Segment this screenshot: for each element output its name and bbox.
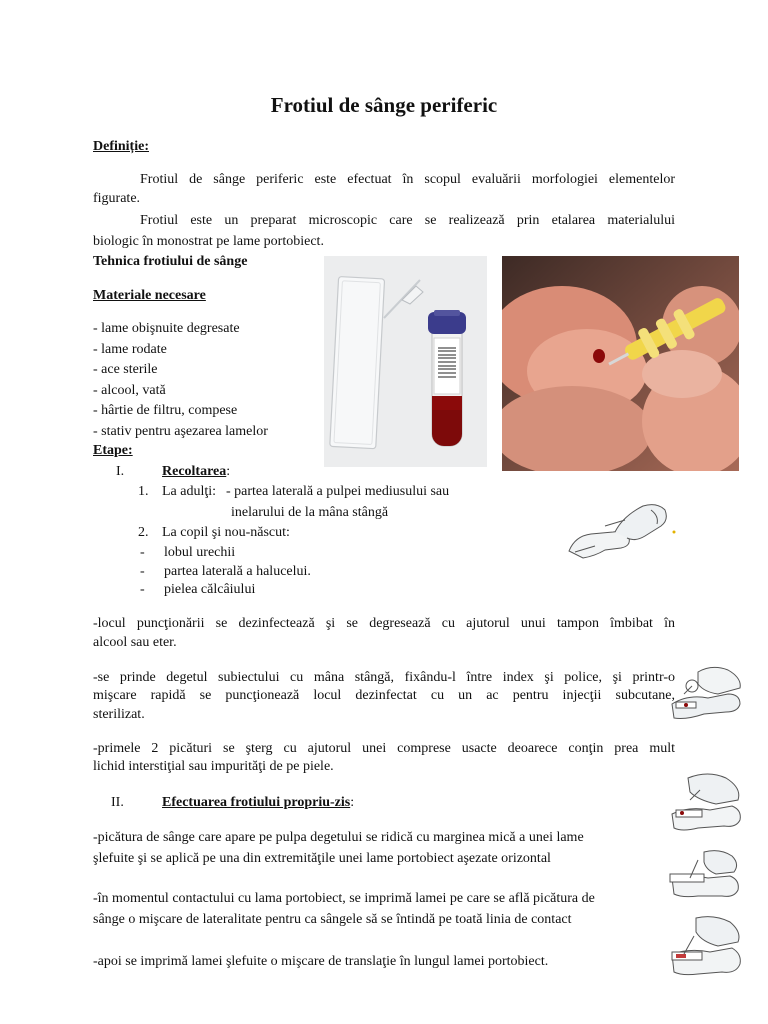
- translation-line: -apoi se imprimă lamei şlefuite o mişcare de translaţie în lungul lamei portobiect.: [93, 954, 549, 969]
- slide-contact-drawing: [668, 848, 746, 900]
- intro-p2-line1: Frotiul este un preparat microscopic care se realizează prin etalarea materialului: [140, 213, 675, 228]
- materials-item: - stativ pentru aşezarea lamelor: [93, 423, 268, 439]
- materials-list: [93, 319, 268, 442]
- child-dash: -: [140, 564, 145, 579]
- contact-line2: sânge o mişcare de lateralitate pentru ca sângele să se întindă pe toată linia de contact: [93, 912, 572, 927]
- disinfection-line2: alcool sau eter.: [93, 635, 177, 650]
- section2-title: [162, 793, 354, 812]
- materials-item: - lame obişnuite degresate: [93, 321, 240, 336]
- grip-line3: sterilizat.: [93, 707, 145, 722]
- drop-line2: şlefuite şi se aplică pe una din extremităţile unei lame portobiect aşezate orizontal: [93, 851, 551, 866]
- definition-heading: Definiție:: [93, 139, 149, 154]
- child-dash: -: [140, 545, 145, 560]
- intro-p1-line2: figurate.: [93, 191, 141, 206]
- slide-and-tube-photo: [324, 256, 487, 467]
- disinfection-line1: -locul puncţionării se dezinfectează şi se degresează cu ajutorul unui tampon îmbibat în: [93, 616, 675, 631]
- smear-spread-drawing: [668, 914, 746, 982]
- adults-line1: - partea laterală a pulpei mediusului sau: [226, 484, 450, 499]
- intro-p2-line2: biologic în monostrat pe lame portobiect.: [93, 234, 324, 249]
- section2-number: II.: [111, 795, 124, 810]
- contact-line1: -în momentul contactului cu lama portobiect, se imprimă lamei pe care se află picătura de: [93, 891, 595, 906]
- page-title: Frotiul de sânge periferic: [270, 93, 498, 117]
- materials-item: - hârtie de filtru, compese: [93, 403, 238, 418]
- adults-label: La adulţi:: [162, 484, 217, 499]
- section2-colon: :: [350, 795, 355, 810]
- materials-heading: Materiale necesare: [93, 288, 206, 303]
- materials-item: - ace sterile: [93, 362, 158, 377]
- adults-number: 1.: [138, 484, 149, 499]
- drop-pickup-drawing: [668, 770, 746, 838]
- child-dash: -: [140, 582, 145, 597]
- section1-colon: :: [226, 464, 231, 479]
- child-number: 2.: [138, 525, 149, 540]
- section1-title: [162, 462, 230, 481]
- gloved-hands-drawing: [565, 496, 677, 568]
- grip-line1: -se prinde degetul subiectului cu mâna stângă, fixându-l între index şi police, şi printr-o: [93, 670, 675, 685]
- child-item: partea laterală a halucelui.: [164, 564, 311, 579]
- technique-heading: Tehnica frotiului de sânge: [93, 254, 248, 269]
- child-label: La copil şi nou-născut:: [162, 525, 290, 540]
- materials-item: - lame rodate: [93, 341, 167, 357]
- section1-title-text: Recoltarea: [162, 464, 227, 479]
- child-item: lobul urechii: [164, 545, 236, 560]
- finger-prick-photo: [502, 256, 739, 471]
- finger-puncture-drawing: [668, 664, 746, 736]
- stages-heading: Etape:: [93, 443, 133, 458]
- drop-line1: -picătura de sânge care apare pe pulpa degetului se ridică cu marginea mică a unei lame: [93, 830, 584, 845]
- child-item: pielea călcâiului: [164, 582, 256, 597]
- drops-line2: lichid interstiţial sau impurităţi de pe piele.: [93, 759, 334, 774]
- section2-title-text: Efectuarea frotiului propriu-zis: [162, 795, 351, 810]
- drops-line1: -primele 2 picături se şterg cu ajutorul unei comprese usacte deoarece conţin prea mult: [93, 741, 675, 756]
- materials-item: - alcool, vată: [93, 382, 166, 398]
- section1-number: I.: [116, 464, 125, 479]
- adults-line2: inelarului de la mâna stângă: [231, 505, 389, 520]
- grip-line2: mişcare rapidă se puncţionează locul dezinfectat cu un ac pentru injecţii subcutane,: [93, 688, 675, 703]
- intro-p1-line1: Frotiul de sânge periferic este efectuat în scopul evaluării morfologiei elementelor: [140, 172, 675, 187]
